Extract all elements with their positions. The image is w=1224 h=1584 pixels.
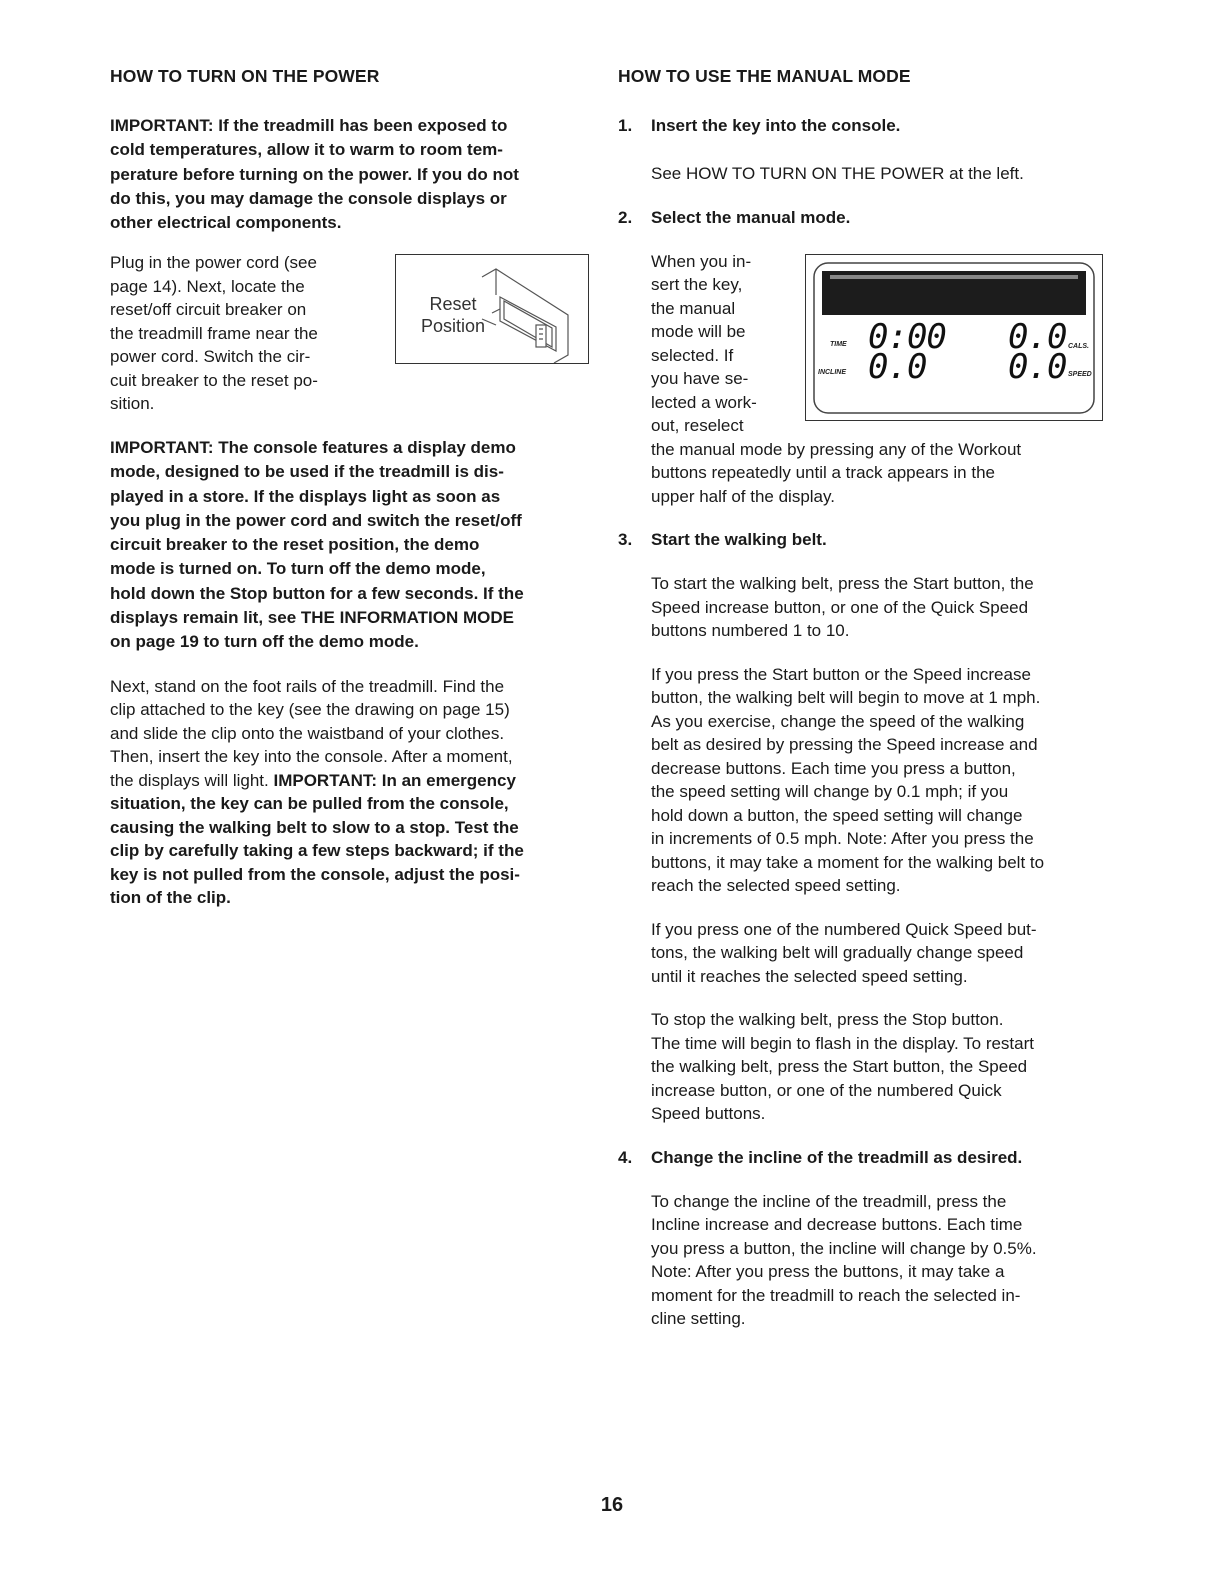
time-label: TIME bbox=[830, 340, 847, 348]
incline-label: INCLINE bbox=[818, 368, 846, 376]
power-heading: HOW TO TURN ON THE POWER bbox=[110, 66, 380, 86]
step-1-text: See HOW TO TURN ON THE POWER at the left. bbox=[651, 164, 1024, 183]
step-3-paragraph-2: If you press the Start button or the Speed increase button, the walking belt will begin to move at 1 mph. As you exercise, change the speed of the walking belt as desired by pressing the Speed increase and decrease buttons. Each time you press a button, the speed setting will change by 0.1 mph; if you hold down a button, the speed setting will change in increments of 0.5 mph. Note: After you press the buttons, it may take a moment for the walking belt to reach the selected speed setting. bbox=[651, 664, 1045, 895]
plug-in-instructions: Plug in the power cord (see page 14). Next, locate the reset/off circuit breaker on the treadmill frame near the power cord. Switch the cir- cuit breaker to the reset po- sition. bbox=[110, 253, 318, 414]
safety-key-paragraph: Next, stand on the foot rails of the treadmill. Find the clip attached to the key (see the drawing on page 15) and slide the clip onto the waistband of your clothes. Then, insert the key into the console. After a moment, the displays will light. IMPORTANT: In an emergency situation, the key can be pulled from the console, causing the walking belt to slow to a stop. Test the clip by carefully taking a few steps backward; if the key is not pulled from the console, adjust the posi- tion of the clip. bbox=[110, 676, 524, 908]
step-4-title: 4. Change the incline of the treadmill as desired. bbox=[618, 1147, 1023, 1167]
circuit-breaker-icon bbox=[396, 255, 588, 363]
important-cold-warning: IMPORTANT: If the treadmill has been exposed to cold temperatures, allow it to warm to room tem- perature before turning on the power. If you do not do this, you may damage the console displays or other electrical components. bbox=[110, 116, 519, 233]
step-3-paragraph-4: To stop the walking belt, press the Stop button. The time will begin to flash in the display. To restart the walking belt, press the Start button, the Speed increase button, or one of the numbered Quick Speed buttons. bbox=[651, 1010, 1034, 1123]
time-readout: 0:00 bbox=[868, 316, 946, 357]
reset-section bbox=[110, 251, 590, 416]
page-number: 16 bbox=[600, 1494, 624, 1516]
reset-breaker-illustration bbox=[395, 254, 589, 364]
demo-mode-warning: IMPORTANT: The console features a display demo mode, designed to be used if the treadmill is dis- played in a store. If the displays light as soon as you plug in the power cord and switch the reset/off circuit breaker to the reset position, the demo mode is turned on. To turn off the demo mode, hold down the Stop button for a few seconds. If the displays remain lit, see THE INFORMATION MODE on page 19 to turn off the demo mode. bbox=[110, 437, 524, 652]
left-column bbox=[110, 66, 590, 910]
step-2-continued-text: the manual mode by pressing any of the Workout buttons repeatedly until a track appears in the upper half of the display. bbox=[651, 439, 1022, 506]
calories-label: CALS. bbox=[1068, 342, 1089, 350]
step-1-title: 1. Insert the key into the console. bbox=[618, 116, 901, 135]
speed-label: SPEED bbox=[1068, 370, 1092, 378]
reset-position-label: Reset Position bbox=[420, 294, 486, 337]
manual-mode-heading: HOW TO USE THE MANUAL MODE bbox=[618, 66, 911, 86]
console-display-illustration bbox=[805, 254, 1103, 421]
step-2-side-text: When you in- sert the key, the manual mode will be selected. If you have se- lected a work- out, reselect bbox=[651, 251, 757, 435]
step-2-title: 2. Select the manual mode. bbox=[618, 207, 851, 227]
display-section bbox=[651, 250, 1108, 438]
incline-readout: 0.0 bbox=[868, 346, 927, 387]
right-column bbox=[618, 66, 1108, 1331]
step-3-paragraph-1: To start the walking belt, press the Start button, the Speed increase button, or one of the Quick Speed buttons numbered 1 to 10. bbox=[651, 574, 1034, 640]
step-4-paragraph-1: To change the incline of the treadmill, press the Incline increase and decrease buttons. Each time you press a button, the incline will change by 0.5%. Note: After you press the buttons, it may take a moment for the treadmill to reach the selected in- cline setting. bbox=[651, 1191, 1037, 1328]
step-3-title: 3. Start the walking belt. bbox=[618, 530, 827, 549]
calories-readout: 0.0 bbox=[1008, 316, 1067, 357]
speed-readout: 0.0 bbox=[1008, 346, 1067, 387]
step-3-paragraph-3: If you press one of the numbered Quick Speed but- tons, the walking belt will gradually change speed until it reaches the selected speed setting. bbox=[651, 919, 1037, 986]
